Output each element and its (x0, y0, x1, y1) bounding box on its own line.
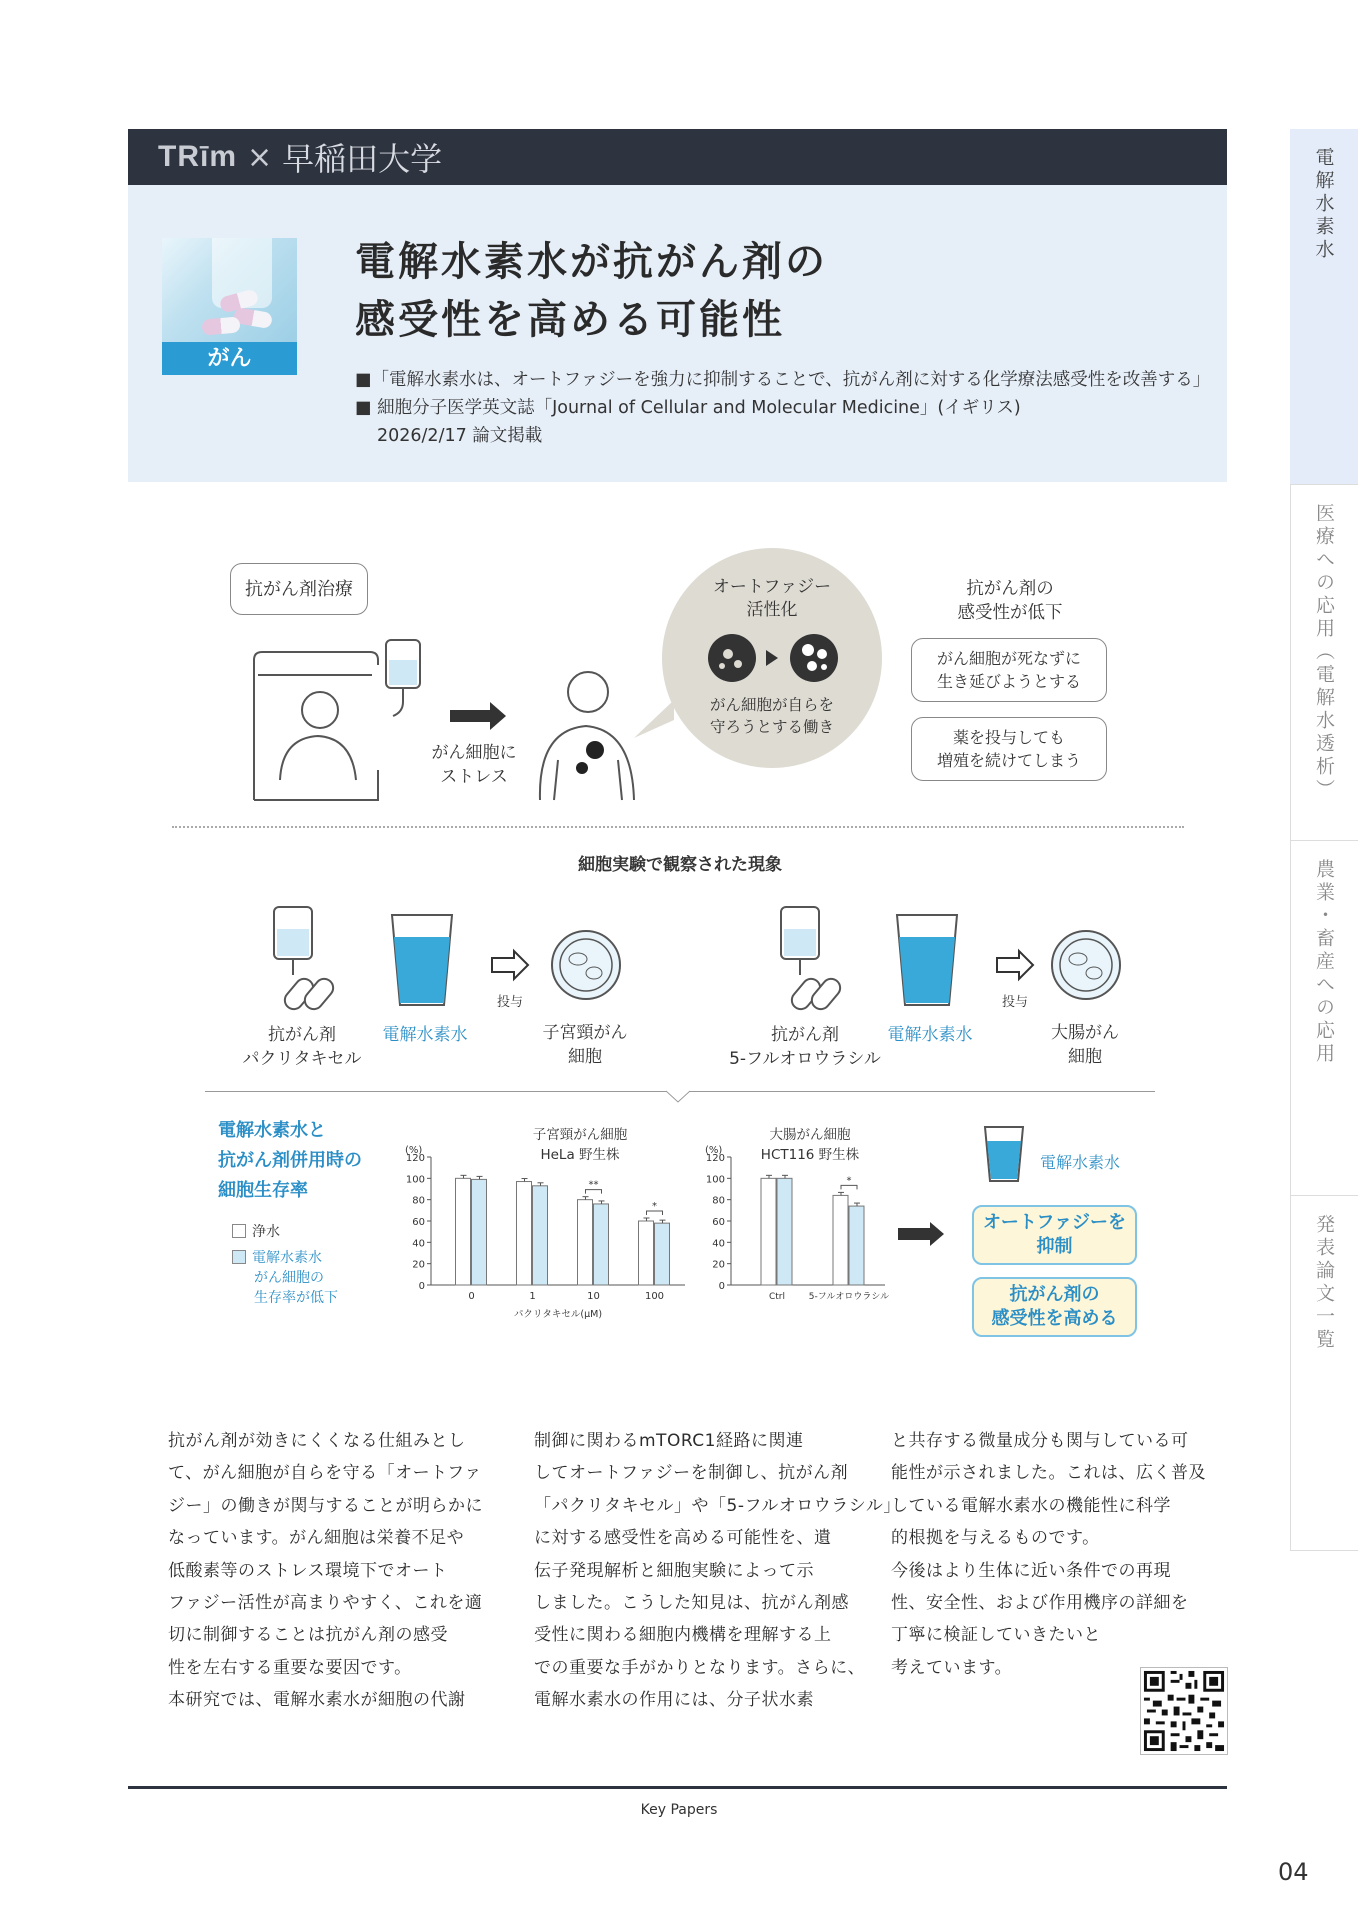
right-drug-label: 抗がん剤 5-フルオロウラシル (729, 1025, 881, 1069)
treatment-label: 抗がん剤治療 (230, 563, 368, 615)
experiment-heading: 細胞実験で観察された現象 (578, 855, 782, 875)
chart-hct116 (705, 1145, 895, 1355)
page-number: 04 (1278, 1858, 1309, 1886)
legend-swatch-ew (232, 1250, 246, 1264)
footer-line (128, 1786, 1227, 1789)
category-tag: がん (162, 342, 297, 375)
chart-legend: 浄水 電解水素水 がん細胞の 生存率が低下 (232, 1222, 338, 1308)
bar-plain (761, 1178, 776, 1285)
left-arrow-label: 投与 (496, 995, 523, 1010)
significance-mark: ** (588, 1179, 599, 1191)
y-tick-label: 40 (412, 1238, 425, 1250)
body-column-1: 抗がん剤が効きにくくなる仕組みとし て、がん細胞が自らを守る「オートファ ジー」の働きが関与することが明らかに なっています。がん細胞は栄養不足や 低酸素等のストレス環境下でオート ファジー活性が高まりやすく、これを適 切に制御することは抗がん剤の感受 性を左右する重要な要因です。 本研究では、電解水素水が細胞の代謝 (168, 1431, 483, 1711)
cross-mark: × (247, 139, 273, 175)
y-tick-label: 100 (405, 1174, 425, 1186)
result-arrow (898, 1222, 948, 1246)
legend-plain: 浄水 (232, 1222, 338, 1242)
right-target-label: 大腸がん 細胞 (1051, 1023, 1119, 1067)
y-tick-label: 100 (705, 1174, 725, 1186)
x-tick-label: 10 (587, 1291, 600, 1302)
body-column-2: 制御に関わるmTORC1経路に関連 してオートファジーを制御し、抗がん剤 「パクリタキセル」や「5-フルオロウラシル」 に対する感受性を高める可能性を、遺 伝子発現解析と細胞実験によって示 しました。こうした知見は、抗がん剤感 受性に関わる細胞内機構を理解する上 での重要な手がかりとなります。さらに、 電解水素水の作用には、分子状水素 (534, 1431, 901, 1711)
petri-right (1052, 931, 1120, 999)
y-tick-label: 60 (712, 1217, 725, 1228)
bar-ew (533, 1186, 548, 1285)
body-column-3: と共存する微量成分も関与している可 能性が示されました。これは、広く普及 している電解水素水の機能性に科学 的根拠を与えるものです。 今後はより生体に近い条件での再現 性、安全性、および作用機序の詳細を 丁寧に検証していきたいと 考えています。 (891, 1431, 1206, 1678)
chart-hela (405, 1145, 695, 1355)
drug-icon-right (781, 907, 844, 1013)
result-title: 抗がん剤の 感受性が低下 (957, 579, 1063, 623)
y-tick-label: 20 (412, 1259, 425, 1271)
x-tick-label: 100 (644, 1291, 665, 1302)
side-nav (1290, 129, 1358, 1549)
result-box-sensitivity: 抗がん剤の 感受性を高める (972, 1277, 1137, 1337)
title-panel (128, 185, 1227, 482)
x-tick-label: 1 (529, 1291, 536, 1302)
right-water-label: 電解水素水 (887, 1025, 973, 1045)
bar-plain (517, 1182, 532, 1285)
header-bar (128, 129, 1227, 185)
side-tab-agriculture[interactable]: 農業・畜産への応用 (1290, 841, 1358, 1196)
arrow-left (492, 951, 528, 979)
bar-ew (777, 1178, 792, 1285)
y-tick-label: 20 (712, 1259, 725, 1271)
y-axis-unit: (%) (705, 1145, 723, 1156)
x-axis-label: パクリタキセル(μM) (513, 1309, 603, 1320)
x-tick-label: 0 (468, 1291, 475, 1302)
petri-left (552, 931, 620, 999)
y-tick-label: 40 (712, 1238, 725, 1250)
drug-icon-left (274, 907, 337, 1013)
side-tab-papers[interactable]: 発表論文一覧 (1290, 1196, 1358, 1551)
water-glass-left (392, 915, 452, 1005)
legend-swatch-plain (232, 1224, 246, 1238)
y-tick-label: 80 (712, 1195, 725, 1207)
y-axis-unit: (%) (405, 1145, 423, 1156)
y-tick-label: 0 (418, 1281, 425, 1292)
stress-label: がん細胞に ストレス (431, 743, 517, 787)
university-name: 早稲田大学 (282, 140, 443, 178)
legend-ew: 電解水素水 (232, 1248, 338, 1268)
left-water-label: 電解水素水 (382, 1025, 468, 1045)
x-tick-label: Ctrl (768, 1292, 786, 1302)
y-tick-label: 120 (705, 1153, 725, 1164)
bar-plain (578, 1200, 593, 1285)
y-tick-label: 80 (412, 1195, 425, 1207)
chart1-title: 子宮頸がん細胞 HeLa 野生株 (532, 1127, 628, 1163)
dotted-divider (172, 826, 1184, 828)
side-tab-medical[interactable]: 医療への応用（電解水透析） (1290, 485, 1358, 841)
divider-notch (666, 1090, 690, 1104)
arrow-right (997, 951, 1033, 979)
page-title: 電解水素水が抗がん剤の 感受性を高める可能性 (355, 239, 828, 343)
bar-plain (833, 1195, 848, 1285)
bar-plain (456, 1178, 471, 1285)
results-title: 電解水素水と 抗がん剤併用時の 細胞生存率 (218, 1120, 362, 1201)
footer-label: Key Papers (640, 1802, 718, 1818)
y-tick-label: 60 (412, 1217, 425, 1228)
bar-ew (655, 1223, 670, 1285)
right-arrow-label: 投与 (1001, 995, 1028, 1010)
pills-image (162, 238, 297, 342)
left-drug-label: 抗がん剤 パクリタキセル (242, 1025, 362, 1069)
water-glass-right (897, 915, 957, 1005)
bar-ew (472, 1179, 487, 1285)
x-tick-label: 5-フルオロウラシル (808, 1292, 890, 1302)
chart2-title: 大腸がん細胞 HCT116 野生株 (760, 1127, 860, 1163)
bar-plain (639, 1221, 654, 1285)
autophagy-cells-icon (704, 630, 844, 686)
autophagy-circle: オートファジー 活性化 がん細胞が自らを 守ろうとする働き (662, 548, 882, 768)
result-water-label: 電解水素水 (1039, 1153, 1120, 1172)
significance-mark: * (652, 1201, 657, 1212)
trim-logo: TRīm (158, 140, 237, 173)
bar-ew (594, 1204, 609, 1285)
qr-code-icon[interactable] (1140, 1667, 1228, 1755)
y-tick-label: 120 (405, 1153, 425, 1164)
y-tick-label: 0 (718, 1281, 725, 1292)
paper-notes: ■「電解水素水は、オートファジーを強力に抑制することで、抗がん剤に対する化学療法感受性を改善する」 ■ 細胞分子医学英文誌「Journal of Cellular and Molecular Medicine」(イギリス) 2026/2/17 論文掲載 (355, 370, 1211, 446)
bar-ew (849, 1206, 864, 1285)
result-box-suppress: オートファジーを 抑制 (972, 1205, 1137, 1265)
significance-mark: * (846, 1175, 852, 1187)
result-box-proliferate: 薬を投与しても 増殖を続けてしまう (911, 717, 1107, 781)
side-tab-hydrogen-water[interactable]: 電解水素水 (1290, 129, 1358, 485)
left-target-label: 子宮頸がん 細胞 (542, 1023, 628, 1067)
result-box-survive: がん細胞が死なずに 生き延びようとする (911, 638, 1107, 702)
result-water-glass (983, 1125, 1028, 1185)
